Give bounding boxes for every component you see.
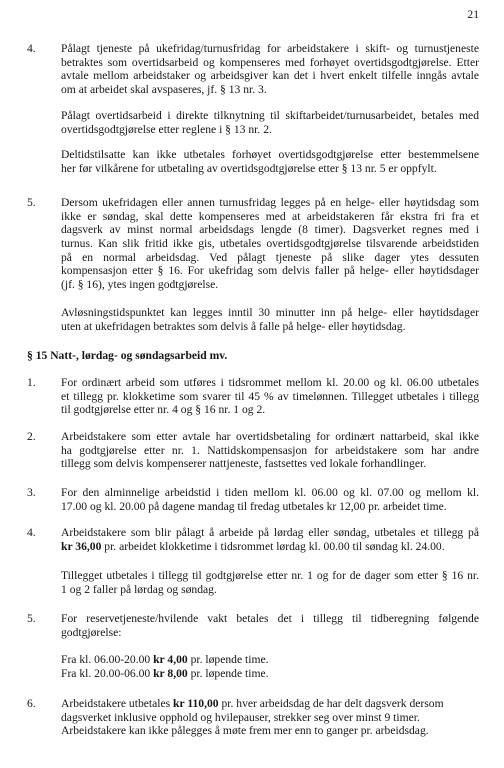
text-line: uten at ukefridagen betraktes som delvis å falle på helge- eller høytidsdag. [61, 319, 406, 333]
text-line: dagsverket inklusive opphold og hvilepauser, strekker seg over minst 9 timer. [61, 710, 420, 724]
item-number: 1. [27, 376, 36, 389]
amount-bold: kr 110,00 [173, 697, 219, 710]
item-number: 4. [27, 526, 36, 539]
text-line: overtidsgodtgjørelse etter reglene i § 13 nr. 2. [61, 122, 272, 136]
text-fragment: Arbeidstakere utbetales [61, 697, 174, 710]
text-line: Pålagt tjeneste på ukefridag/turnusfridag for arbeidstakere i skift- og turnustjeneste [61, 42, 479, 55]
page-number: 21 [467, 8, 479, 21]
item-number: 5. [27, 612, 36, 625]
text-line: her før vilkårene for utbetaling av overtidsgodtgjørelse etter § 13 nr. 5 er oppfylt. [61, 161, 437, 175]
rate-line [61, 653, 479, 667]
text-line: til godtgjørelse etter nr. 4 og § 16 nr. 1 og 2. [61, 403, 266, 417]
text-line: kompensasjon etter § 16. For ukefridag som delvis faller på helge- eller høytidsdager [61, 264, 479, 278]
text-line: Tillegget utbetales i tillegg til godtgjørelse etter nr. 1 og for de dager som etter § 16 nr. [61, 569, 479, 582]
text-line: Dersom ukefridagen eller annen turnusfridag legges på en helge- eller høytidsdag som [61, 196, 479, 209]
text-fragment: Fra kl. 20.00-06.00 [61, 666, 154, 680]
text-line: om at arbeidet skal avspaseres, jf. § 13 nr. 3. [61, 83, 267, 97]
text-line: Pålagt overtidsarbeid i direkte tilknytning til skiftarbeidet/turnusarbeidet, betales med [61, 109, 479, 122]
text-line [61, 540, 479, 554]
item-number: 2. [27, 430, 36, 443]
text-line: Arbeidstakere som etter avtale har overtidsbetaling for ordinært nattarbeid, skal ikke [61, 430, 479, 443]
section-heading: § 15 Natt-, lørdag- og søndagsarbeid mv. [27, 349, 228, 362]
text-fragment: pr. arbeidet klokketime i tidsrommet lørdag kl. 00.00 til søndag kl. 24.00. [101, 539, 445, 553]
text-line: Avløsningstidspunktet kan legges inntil 30 minutter inn på helge- eller høytidsdager [61, 306, 479, 319]
text-fragment: Fra kl. 06.00-20.00 [61, 653, 154, 666]
text-line: (jf. § 16), ytes ingen godtgjørelse. [61, 278, 219, 292]
paragraph-overtime [61, 109, 479, 136]
text-line: avtale mellom arbeidstaker og arbeidsgiver kan det i hvert enkelt tilfelle inngås avtale [61, 69, 479, 83]
text-line: Deltidstilsatte kan ikke utbetales forhøyet overtidsgodtgjørelse etter bestemmelsene [61, 148, 479, 161]
paragraph-relief-time [61, 306, 479, 333]
text-line: godtgjørelse: [61, 625, 122, 639]
item-number: 4. [27, 42, 36, 55]
text-line: turnus. Kan slik fritid ikke gis, utbetales overtidsgodtgjørelse tilsvarende arbeidstiden [61, 237, 479, 251]
rate-line [61, 667, 479, 681]
paragraph-item-4 [27, 42, 479, 97]
text-line: dagsverk av minst normal arbeidsdags lengde (8 timer). Dagsverket regnes med i [61, 223, 479, 237]
section15-item-5-rates [61, 653, 479, 680]
text-line: Arbeidstakere kan ikke pålegges å møte frem mer enn to ganger pr. arbeidsdag. [61, 724, 429, 738]
item-number: 5. [27, 196, 36, 209]
section15-item-2 [27, 430, 479, 471]
paragraph-part-time [61, 148, 479, 175]
section15-item-5 [27, 612, 479, 639]
section15-item-3 [27, 486, 479, 513]
amount-bold: kr 4,00 [153, 653, 188, 666]
text-line: Arbeidstakere som blir pålagt å arbeide på lørdag eller søndag, utbetales et tillegg på [61, 526, 479, 539]
section15-item-1 [27, 376, 479, 417]
section15-item-6 [27, 697, 479, 738]
item-number: 3. [27, 486, 36, 499]
text-line: For den alminnelige arbeidstid i tiden mellom kl. 06.00 og kl. 07.00 og mellom kl. [61, 486, 479, 499]
section15-item-4-paragraph [61, 569, 479, 596]
text-fragment: pr. løpende time. [187, 653, 269, 666]
amount-bold: kr 8,00 [153, 666, 188, 680]
section15-item-4 [27, 526, 479, 553]
text-line: på en normal arbeidsdag. Ved pålagt tjeneste på slike dager ytes dessuten [61, 250, 479, 264]
item-number: 6. [27, 697, 36, 710]
text-line: 17.00 og kl. 20.00 på dagene mandag til fredag utbetales kr 12,00 pr. arbeidet time. [61, 499, 447, 513]
text-line: tillegg som delvis kompenserer nattjeneste, fastsettes ved lokale forhandlinger. [61, 457, 427, 471]
text-line: ha godtgjørelse etter nr. 1. Nattidskompensasjon for arbeidstakere som har andre [61, 443, 479, 457]
text-line [61, 697, 479, 711]
text-line: betraktes som overtidsarbeid og kompenseres med forhøyet overtidsgodtgjørelse. Etter [61, 55, 479, 69]
paragraph-item-5 [27, 196, 479, 292]
text-fragment: pr. hver arbeidsdag de har delt dagsverk dersom [218, 697, 444, 710]
text-line: For reservetjeneste/hvilende vakt betales det i tillegg til tidberegning følgende [61, 612, 479, 625]
amount-bold: kr 36,00 [61, 539, 102, 553]
text-line: ikke er søndag, skal dette kompenseres med at arbeidstakeren får ekstra fri fra et [61, 209, 479, 223]
text-line: For ordinært arbeid som utføres i tidsrommet mellom kl. 20.00 og kl. 06.00 utbetales [61, 376, 479, 389]
text-line: et tillegg pr. klokketime som svarer til 45 % av timelønnen. Tillegget utbetales i tillegg [61, 389, 479, 403]
text-fragment: pr. løpende time. [187, 666, 269, 680]
text-line: 1 og 2 faller på lørdag og søndag. [61, 582, 217, 596]
